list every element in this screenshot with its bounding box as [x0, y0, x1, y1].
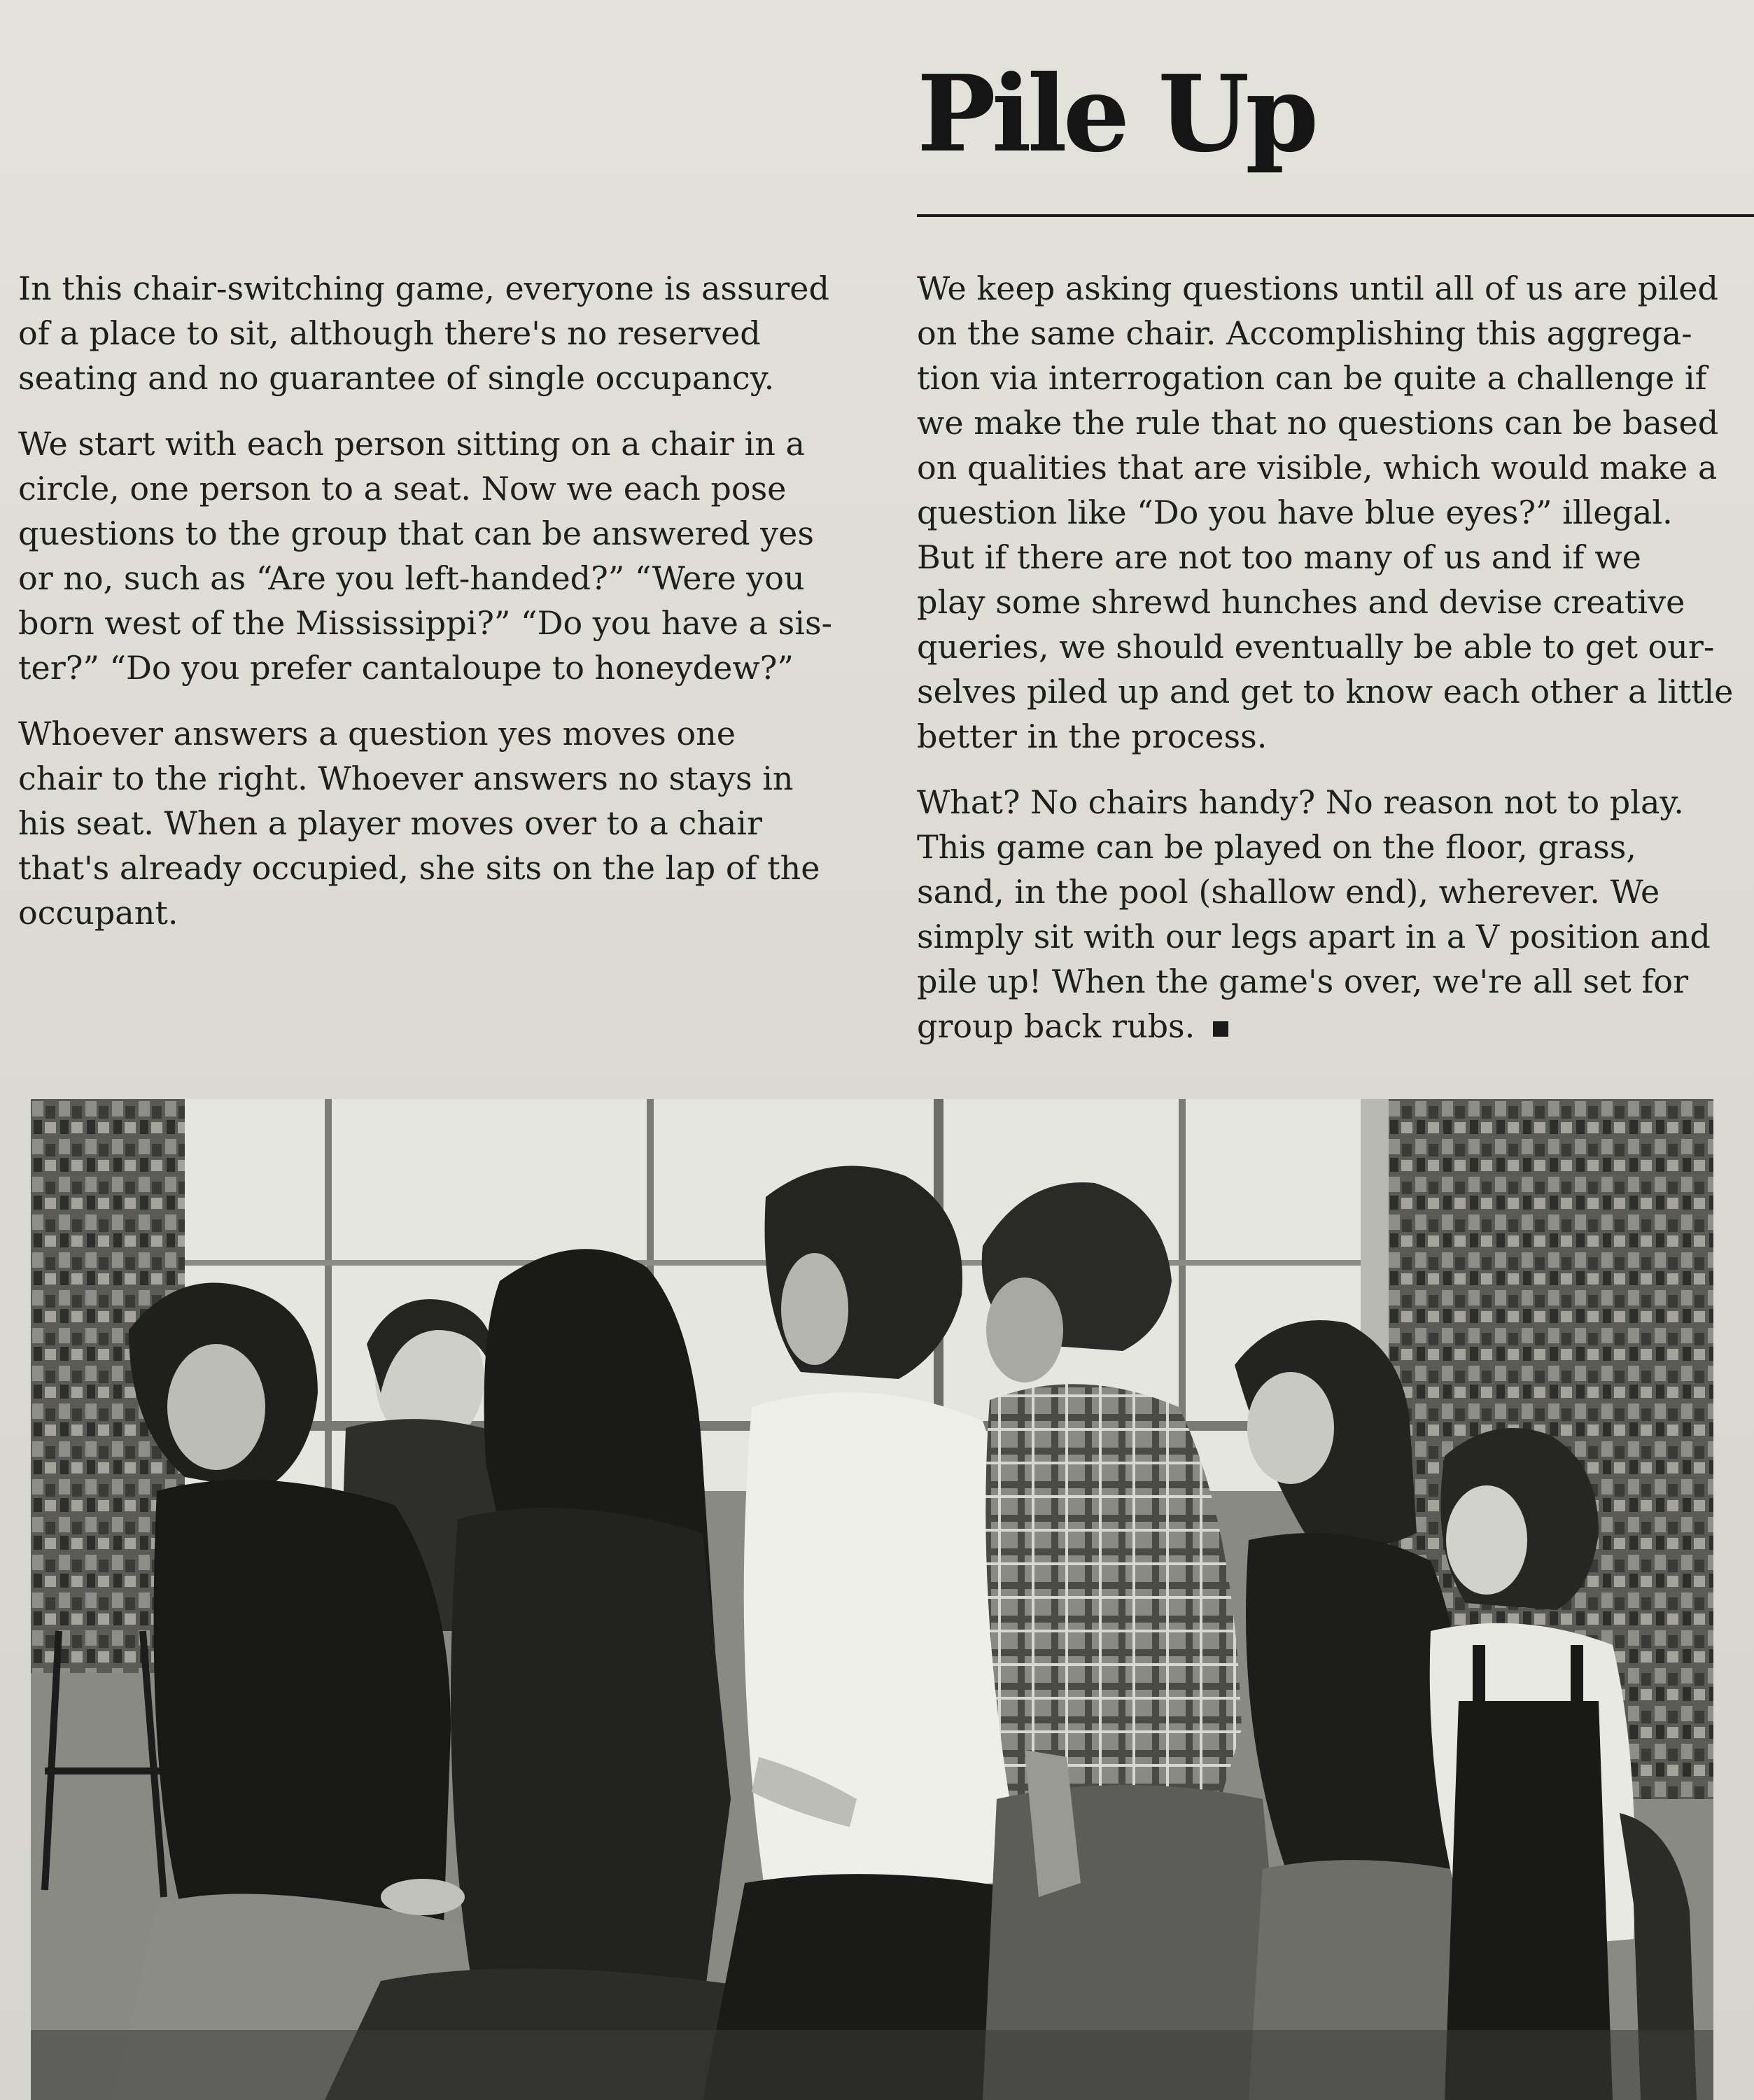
text-line: of a place to sit, although there's no reserved: [18, 314, 761, 352]
paragraph: [917, 266, 1743, 759]
text-line: chair to the right. Whoever answers no stays in: [18, 760, 794, 797]
text-line: seating and no guarantee of single occupancy.: [18, 359, 775, 397]
text-line: questions to the group that can be answered yes: [18, 514, 814, 552]
black-square-icon: [1213, 1021, 1228, 1037]
text-line: play some shrewd hunches and devise creative: [917, 583, 1685, 621]
text-line: tion via interrogation can be quite a challenge if: [917, 359, 1707, 397]
text-line: queries, we should eventually be able to get our-: [917, 628, 1715, 666]
text-line: on qualities that are visible, which would make a: [917, 449, 1718, 486]
last-line-text: group back rubs.: [917, 1007, 1195, 1045]
title-rule: [917, 214, 1754, 217]
text-line: But if there are not too many of us and if we: [917, 538, 1641, 576]
paragraph: [18, 711, 851, 935]
text-line: that's already occupied, she sits on the lap of the: [18, 849, 820, 887]
paragraph: [18, 266, 851, 400]
text-line: pile up! When the game's over, we're all set for: [917, 962, 1689, 1000]
article-title: Pile Up: [917, 52, 1315, 176]
text-line: We start with each person sitting on a chair in a: [18, 425, 805, 463]
right-column: [917, 266, 1743, 1070]
text-line: born west of the Mississippi?” “Do you have a sis-: [18, 604, 833, 642]
left-column: [18, 266, 851, 956]
text-line: This game can be played on the floor, grass,: [917, 828, 1637, 866]
text-line: better in the process.: [917, 718, 1268, 755]
text-line: Whoever answers a question yes moves one: [18, 715, 736, 752]
text-line: simply sit with our legs apart in a V position and: [917, 918, 1711, 955]
text-line: we make the rule that no questions can be based: [917, 404, 1719, 442]
text-line: What? No chairs handy? No reason not to play.: [917, 783, 1684, 821]
text-line: occupant.: [18, 894, 178, 932]
text-line: question like “Do you have blue eyes?” illegal.: [917, 493, 1673, 531]
text-line: selves piled up and get to know each other a little: [917, 673, 1734, 710]
text-line: In this chair-switching game, everyone is assured: [18, 270, 829, 307]
text-line: sand, in the pool (shallow end), wherever. We: [917, 873, 1660, 911]
text-line: or no, such as “Are you left-handed?” “Were you: [18, 559, 805, 597]
text-line: his seat. When a player moves over to a chair: [18, 804, 763, 842]
text-line: We keep asking questions until all of us are piled: [917, 270, 1718, 307]
text-line: ter?” “Do you prefer cantaloupe to honeydew?”: [18, 649, 794, 687]
text-line: on the same chair. Accomplishing this aggrega-: [917, 314, 1692, 352]
text-line: circle, one person to a seat. Now we each pose: [18, 470, 787, 507]
floor: [31, 2030, 1713, 2100]
paragraph: [18, 421, 851, 690]
paragraph: [917, 780, 1743, 1049]
text-line: [917, 1004, 1743, 1049]
group-photo: [31, 1099, 1713, 2100]
